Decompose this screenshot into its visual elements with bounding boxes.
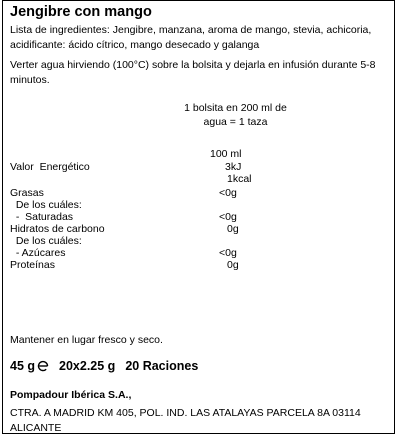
storage-instructions: Mantener en lugar fresco y seco. bbox=[10, 334, 163, 346]
nutrition-row-label: De los cuáles: bbox=[10, 199, 82, 211]
ingredients-list: Lista de ingredientes: Jengibre, manzana, aroma de mango, stevia, achicoria, acidificante: ácido cítrico, mango desecado y galanga bbox=[10, 24, 372, 51]
company-address: CTRA. A MADRID KM 405, POL. IND. LAS ATALAYAS PARCELA 8A 03114 ALICANTE bbox=[10, 407, 361, 434]
nutrition-row-label: - Azúcares bbox=[10, 247, 66, 259]
nutrition-row-label: De los cuáles: bbox=[10, 235, 82, 247]
servings-count: 20 Raciones bbox=[125, 359, 199, 373]
bag-count: 20x2.25 g bbox=[59, 359, 116, 373]
company-name: Pompadour Ibérica S.A., bbox=[10, 389, 132, 401]
nutrition-row-label: Valor Energético bbox=[10, 161, 90, 173]
net-weight: 45 g bbox=[10, 359, 36, 373]
product-title: Jengibre con mango bbox=[10, 4, 152, 20]
nutrition-column-header: 100 ml bbox=[210, 148, 242, 160]
nutrition-row-value: 1kcal bbox=[227, 173, 252, 185]
nutrition-row-label: Hidratos de carbono bbox=[10, 223, 105, 235]
portion-line-1: 1 bolsita en 200 ml de bbox=[184, 102, 287, 114]
nutrition-row-value: <0g bbox=[219, 187, 237, 199]
portion-line-2: agua = 1 taza bbox=[203, 116, 268, 128]
nutrition-row-value: 3kJ bbox=[225, 161, 242, 173]
nutrition-row-value: 0g bbox=[227, 259, 239, 271]
nutrition-row-label: - Saturadas bbox=[10, 211, 74, 223]
nutrition-row-label: Proteínas bbox=[10, 259, 55, 271]
nutrition-row-value: <0g bbox=[219, 247, 237, 259]
label-frame bbox=[2, 0, 395, 434]
e-mark-icon bbox=[37, 360, 49, 372]
net-content bbox=[10, 359, 198, 373]
nutrition-row-value: 0g bbox=[227, 223, 239, 235]
preparation-instructions: Verter agua hirviendo (100°C) sobre la bolsita y dejarla en infusión durante 5-8 minutos. bbox=[10, 59, 376, 86]
nutrition-row-label: Grasas bbox=[10, 187, 44, 199]
nutrition-row-value: <0g bbox=[219, 211, 237, 223]
